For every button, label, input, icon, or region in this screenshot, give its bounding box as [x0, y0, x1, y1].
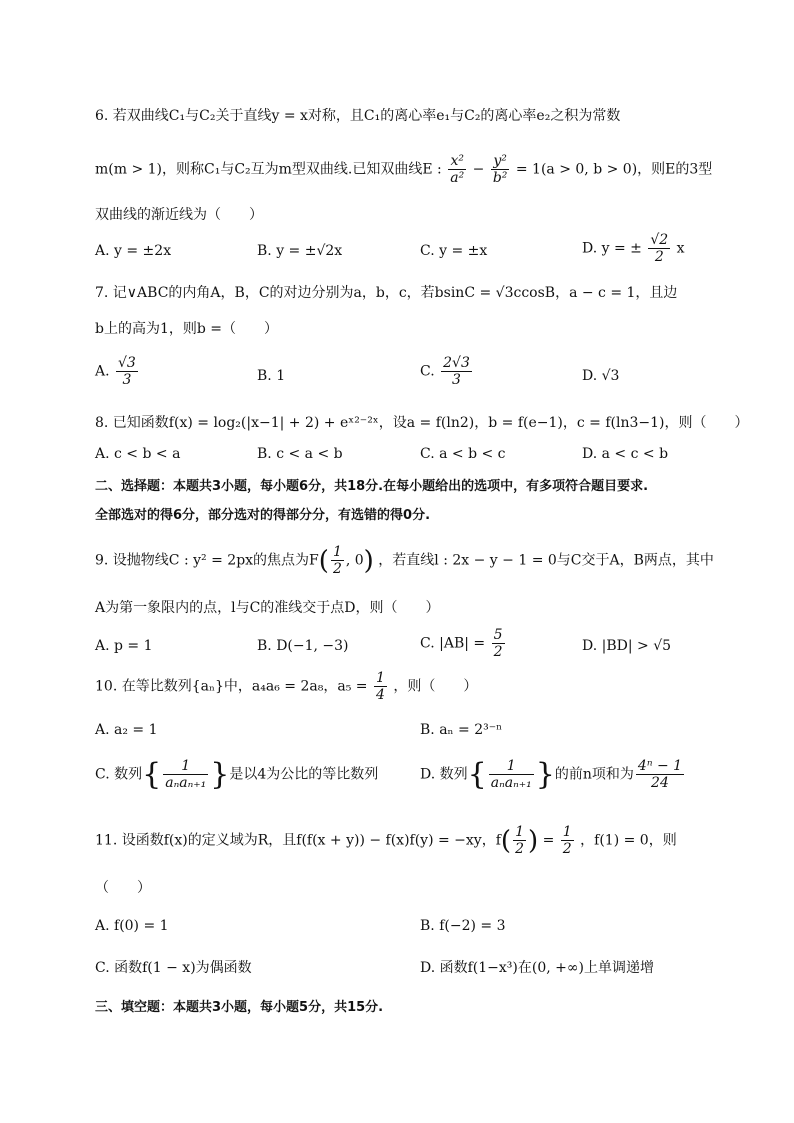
q9-frac-half	[331, 544, 344, 577]
q11-stem-line1	[95, 824, 677, 857]
q8-option-c: C. a < b < c	[420, 446, 506, 462]
q9-optc-num: 5	[493, 627, 503, 643]
q11-frac2-num: 1	[562, 824, 572, 840]
q10-option-b: B. aₙ = 2³⁻ⁿ	[420, 722, 503, 738]
q11-frac2-half	[561, 824, 574, 857]
q6-optd-pre: D. y = ±	[582, 240, 642, 257]
q7-option-c	[420, 355, 474, 388]
q10-optd-rbrace: }	[535, 756, 555, 792]
q6-minus: −	[472, 161, 485, 178]
q9-option-a: A. p = 1	[95, 638, 153, 654]
q6-optd-den: 2	[654, 249, 664, 265]
q10-optd-den: aₙaₙ₊₁	[490, 775, 532, 791]
q9-option-c	[420, 627, 507, 660]
q6-optd-num: √2	[650, 232, 669, 248]
q10-optd-sum-frac	[636, 758, 684, 791]
q7-optc-num: 2√3	[443, 355, 470, 371]
q11-option-b: B. f(−2) = 3	[420, 918, 506, 934]
q10-optc-lbrace: {	[142, 756, 162, 792]
q8-option-d: D. a < c < b	[582, 446, 669, 462]
q11-right-paren: )	[527, 825, 539, 856]
q10-option-d	[420, 758, 686, 791]
q6-frac2-den: b²	[492, 170, 508, 186]
q7-opta-num: √3	[118, 355, 136, 371]
q10-frac-den: 4	[375, 687, 385, 703]
q9-option-d: D. |BD| > √5	[582, 638, 672, 654]
q7-stem-line1: 7. 记∨ABC的内角A，B，C的对边分别为a，b，c，若bsinC = √3ccosB，a − c = 1，且边	[95, 285, 678, 301]
q10-optc-pre: C. 数列	[95, 766, 143, 783]
q10-optc-num: 1	[163, 758, 208, 775]
q11-left-paren: (	[500, 825, 512, 856]
q7-optc-frac	[441, 355, 472, 388]
q6-line2-post: = 1(a > 0, b > 0)，则E的3型	[515, 161, 713, 178]
q10-frac-quarter	[374, 670, 387, 703]
q11-line1-pre: 11. 设函数f(x)的定义域为R，且f(f(x + y)) − f(x)f(y) = −xy，f	[95, 832, 501, 849]
q9-left-paren: (	[318, 545, 329, 576]
q8-option-b: B. c < a < b	[257, 446, 343, 462]
q6-stem-line2	[95, 153, 712, 186]
q9-option-b: B. D(−1, −3)	[257, 638, 349, 654]
q10-line1-post: ，则（ ）	[393, 678, 478, 695]
q10-optd-lbrace: {	[467, 756, 487, 792]
section3-heading: 三、填空题：本题共3小题，每小题5分，共15分.	[95, 1000, 384, 1015]
q11-option-a: A. f(0) = 1	[95, 918, 169, 934]
q6-frac-x2-a2	[448, 153, 466, 186]
q10-line1-pre: 10. 在等比数列{aₙ}中，a₄a₆ = 2a₈，a₅ =	[95, 678, 368, 695]
q10-optc-den: aₙaₙ₊₁	[165, 775, 207, 791]
q6-stem-line1: 6. 若双曲线C₁与C₂关于直线y = x对称，且C₁的离心率e₁与C₂的离心率e₂之积为常数	[95, 108, 621, 124]
q10-optd-num: 1	[489, 758, 534, 775]
q7-opta-den: 3	[122, 372, 132, 388]
q7-stem-line2: b上的高为1，则b =（ ）	[95, 321, 279, 337]
q6-stem-line3: 双曲线的渐近线为（ ）	[95, 207, 263, 223]
q10-optc-rbrace: }	[210, 756, 230, 792]
q10-optc-frac	[163, 758, 208, 791]
q9-optc-frac	[492, 627, 505, 660]
q6-line2-pre: m(m > 1)，则称C₁与C₂互为m型双曲线.已知双曲线E :	[95, 161, 442, 178]
q7-opta-frac	[116, 355, 138, 388]
q7-option-b: B. 1	[257, 368, 286, 384]
q9-frac-den: 2	[332, 561, 342, 577]
q9-line1-pre: 9. 设抛物线C : y² = 2px的焦点为F	[95, 552, 319, 569]
q7-opta-pre: A.	[95, 363, 110, 380]
q7-option-a	[95, 355, 140, 388]
q9-optc-den: 2	[493, 644, 503, 660]
q10-optd-mid: 的前n项和为	[554, 766, 634, 783]
q11-stem-line2: （ ）	[95, 880, 151, 896]
q11-frac-num: 1	[515, 824, 524, 840]
q9-line1-mid: , 0	[345, 552, 364, 569]
q11-option-d: D. 函数f(1−x³)在(0, +∞)上单调递增	[420, 960, 655, 976]
q6-frac2-num: y²	[491, 153, 510, 170]
q10-optd-sum-num: 4ⁿ − 1	[637, 758, 683, 774]
q10-optd-pre: D. 数列	[420, 766, 468, 783]
section2-heading-line1: 二、选择题：本题共3小题，每小题6分，共18分.在每小题给出的选项中，有多项符合题目要求.	[95, 479, 649, 494]
q6-optd-post: x	[676, 240, 685, 257]
q11-option-c: C. 函数f(1 − x)为偶函数	[95, 960, 252, 976]
q9-line1-post: ，若直线l : 2x − y − 1 = 0与C交于A，B两点，其中	[378, 552, 714, 569]
q11-frac-half	[513, 824, 526, 857]
q7-option-d: D. √3	[582, 368, 620, 384]
q6-frac-y2-b2	[491, 153, 510, 186]
q11-frac-den: 2	[515, 841, 524, 857]
q10-optd-frac	[489, 758, 534, 791]
q9-right-paren: )	[363, 545, 374, 576]
q6-frac1-den: a²	[450, 170, 465, 186]
q11-frac2-den: 2	[562, 841, 572, 857]
q11-line1-mid: =	[542, 832, 555, 849]
q8-stem-line1: 8. 已知函数f(x) = log₂(|x−1| + 2) + eˣ²⁻²ˣ，设a = f(ln2)，b = f(e−1)，c = f(ln3−1)，则（ ）	[95, 415, 749, 431]
q6-option-d	[582, 232, 685, 265]
q10-optc-post: 是以4为公比的等比数列	[229, 766, 379, 783]
q9-stem-line2: A为第一象限内的点，l与C的准线交于点D，则（ ）	[95, 600, 440, 616]
q10-stem-line1	[95, 670, 477, 703]
q9-optc-pre: C. |AB| =	[420, 635, 486, 652]
q10-frac-num: 1	[375, 670, 385, 686]
q9-frac-num: 1	[332, 544, 342, 560]
q11-line1-post: ，f(1) = 0，则	[580, 832, 677, 849]
q6-option-b: B. y = ±√2x	[257, 243, 343, 259]
q7-optc-pre: C.	[420, 363, 435, 380]
section2-heading-line2: 全部选对的得6分，部分选对的得部分分，有选错的得0分.	[95, 508, 431, 523]
q8-option-a: A. c < b < a	[95, 446, 181, 462]
q10-option-c	[95, 758, 378, 791]
q10-option-a: A. a₂ = 1	[95, 722, 158, 738]
q9-stem-line1	[95, 544, 714, 577]
q6-optd-frac	[648, 232, 670, 265]
q7-optc-den: 3	[452, 372, 461, 388]
q10-optd-sum-den: 24	[651, 775, 669, 791]
q6-option-c: C. y = ±x	[420, 243, 488, 259]
q6-option-a: A. y = ±2x	[95, 243, 172, 259]
q6-frac1-num: x²	[448, 153, 466, 170]
